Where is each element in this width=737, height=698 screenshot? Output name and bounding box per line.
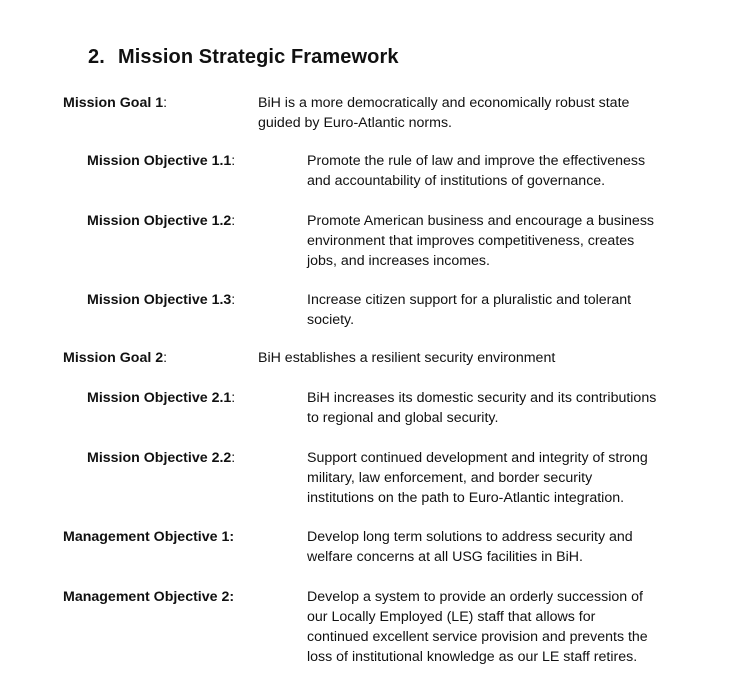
row-label: Management Objective 2:	[63, 589, 235, 605]
row-label: Mission Objective 1.1:	[87, 153, 236, 169]
section-number: 2.	[88, 46, 105, 68]
section-heading	[88, 46, 399, 69]
row-description: Promote the rule of law and improve the effectiveness and accountability of institutions of governance.	[307, 153, 646, 189]
row-description: BiH increases its domestic security and its contributions to regional and global security.	[307, 390, 657, 426]
row-label: Mission Objective 2.1:	[87, 390, 236, 406]
row-label: Mission Goal 1:	[63, 95, 168, 111]
row-label: Mission Goal 2:	[63, 350, 168, 366]
row-label: Mission Objective 1.2:	[87, 213, 236, 229]
row-description: BiH establishes a resilient security environment	[258, 350, 556, 366]
row-description: Develop a system to provide an orderly succession of our Locally Employed (LE) staff that allows for continued excellent service provision and prevents the loss of institutional knowledge as our LE staff retires.	[307, 589, 648, 665]
row-description: Increase citizen support for a pluralistic and tolerant society.	[307, 292, 632, 328]
row-description: Develop long term solutions to address security and welfare concerns at all USG facilities in BiH.	[307, 529, 633, 565]
row-description: Support continued development and integrity of strong military, law enforcement, and border security institutions on the path to Euro-Atlantic integration.	[307, 450, 648, 506]
row-label: Mission Objective 2.2:	[87, 450, 236, 466]
row-label: Management Objective 1:	[63, 529, 235, 545]
row-description: BiH is a more democratically and economically robust state guided by Euro-Atlantic norms.	[258, 95, 630, 131]
section-title: Mission Strategic Framework	[118, 46, 399, 68]
row-label: Mission Objective 1.3:	[87, 292, 236, 308]
row-description: Promote American business and encourage a business environment that improves competitiveness, creates jobs, and increases incomes.	[307, 213, 655, 269]
